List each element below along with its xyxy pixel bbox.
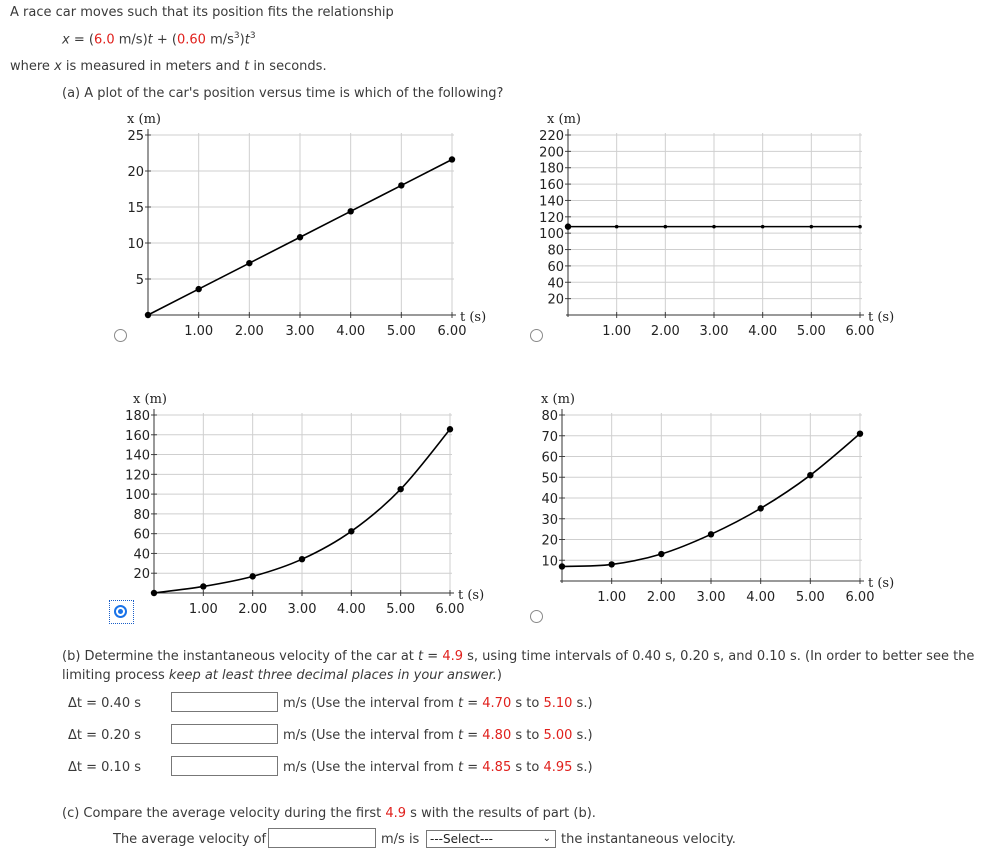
hint-to: 4.95 (543, 760, 573, 775)
pb-part: s, using time intervals of 0.40 s, 0.20 s, and 0.10 s. (In order to better see the (463, 649, 975, 664)
data-point (398, 182, 404, 188)
y-tick-label: 120 (125, 468, 150, 484)
y-tick-label: 160 (125, 428, 150, 444)
y-tick-label: 20 (127, 165, 144, 180)
y-tick-label: 180 (539, 161, 564, 177)
data-point (757, 505, 763, 511)
eq-part: + ( (152, 32, 177, 48)
eq-exp: 3 (233, 31, 240, 41)
x-axis-label: t (s) (868, 310, 895, 325)
problem-intro: A race car moves such that its position fits the relationship (10, 5, 394, 20)
x-tick-label: 6.00 (437, 324, 467, 339)
pb-t: t (418, 649, 424, 664)
data-point (712, 225, 716, 229)
hint-part: m/s (Use the interval from (283, 728, 458, 743)
where-text (10, 59, 327, 74)
chart-option-2 (520, 105, 920, 345)
part-b-note (62, 668, 502, 683)
comparison-end-label: the instantaneous velocity. (561, 832, 736, 847)
y-tick-label: 180 (125, 409, 150, 424)
y-tick-label: 10 (127, 237, 144, 252)
pb-part: ) (496, 668, 502, 683)
chart-option-1 (100, 105, 500, 345)
x-tick-label: 4.00 (748, 324, 778, 339)
data-point (664, 225, 668, 229)
y-tick-label: 200 (539, 145, 564, 161)
data-point (200, 583, 206, 589)
hint-part: = (463, 728, 483, 743)
x-tick-label: 5.00 (796, 324, 826, 339)
y-tick-label: 20 (547, 292, 564, 308)
x-tick-label: 4.00 (336, 602, 366, 617)
hint-part: s.) (572, 696, 593, 711)
data-point (858, 225, 862, 229)
y-tick-label: 25 (127, 129, 144, 144)
x-tick-label: 5.00 (795, 590, 825, 605)
velocity-input-1[interactable] (171, 692, 278, 712)
data-point (658, 551, 664, 557)
where-part: in seconds. (249, 59, 327, 74)
data-point (761, 225, 765, 229)
hint-t: t (458, 760, 464, 775)
y-tick-label: 220 (539, 129, 564, 144)
hint-part: s to (511, 728, 544, 743)
eq-t: t (147, 32, 153, 48)
eq-part: ) (239, 32, 245, 48)
where-x: x (54, 59, 62, 74)
x-tick-label: 6.00 (845, 590, 875, 605)
y-tick-label: 40 (547, 276, 564, 292)
pb-part: limiting process (62, 668, 169, 683)
x-tick-label: 3.00 (699, 324, 729, 339)
data-point (249, 573, 255, 579)
pb-part: = (423, 649, 443, 664)
y-tick-label: 60 (133, 527, 150, 543)
x-tick-label: 2.00 (238, 602, 268, 617)
chart-option-4 (520, 385, 920, 625)
hint-part: = (463, 760, 483, 775)
hint-part: s.) (572, 760, 593, 775)
hint-from: 4.85 (482, 760, 512, 775)
y-tick-label: 140 (539, 194, 564, 210)
y-tick-label: 80 (547, 243, 564, 259)
hint-to: 5.10 (543, 696, 573, 711)
x-tick-label: 6.00 (435, 602, 465, 617)
y-tick-label: 100 (539, 227, 564, 243)
eq-exp: 3 (249, 31, 256, 41)
hint-part: s.) (572, 728, 593, 743)
pc-part: (c) Compare the average velocity during the first (62, 806, 386, 821)
data-point (449, 156, 455, 162)
hint-part: s to (511, 760, 544, 775)
x-tick-label: 2.00 (234, 324, 264, 339)
pc-time-value: 4.9 (385, 806, 407, 821)
x-tick-label: 1.00 (602, 324, 632, 339)
x-tick-label: 4.00 (746, 590, 776, 605)
data-point (608, 561, 614, 567)
hint-part: m/s (Use the interval from (283, 760, 458, 775)
pb-part: (b) Determine the instantaneous velocity of the car at (62, 649, 419, 664)
hint-t: t (458, 696, 464, 711)
x-axis-label: t (s) (460, 310, 487, 325)
y-tick-label: 40 (541, 492, 558, 507)
part-a-question: (a) A plot of the car's position versus time is which of the following? (62, 86, 504, 101)
part-c-question (62, 806, 596, 821)
dt-label-3: Δt = 0.10 s (68, 760, 141, 775)
data-point (246, 260, 252, 266)
hint-t: t (458, 728, 464, 743)
y-tick-label: 20 (541, 533, 558, 549)
data-point (397, 486, 403, 492)
x-tick-label: 3.00 (287, 602, 317, 617)
x-tick-label: 5.00 (386, 602, 416, 617)
velocity-input-2[interactable] (171, 724, 278, 744)
y-tick-label: 50 (541, 471, 558, 487)
data-point (807, 472, 813, 478)
y-tick-label: 80 (133, 507, 150, 523)
data-point (615, 225, 619, 229)
velocity-input-3[interactable] (171, 756, 278, 776)
x-tick-label: 1.00 (184, 324, 214, 339)
x-tick-label: 2.00 (646, 590, 676, 605)
avg-velocity-label: The average velocity of (113, 832, 267, 847)
part-b-question (62, 649, 974, 664)
y-tick-label: 30 (541, 512, 558, 528)
chevron-down-icon: ⌄ (542, 833, 551, 844)
y-tick-label: 60 (547, 259, 564, 275)
pb-italic-note: keep at least three decimal places in your answer. (168, 668, 497, 683)
x-tick-label: 4.00 (336, 324, 366, 339)
x-tick-label: 5.00 (386, 324, 416, 339)
data-point (857, 430, 863, 436)
data-point (347, 208, 353, 214)
y-axis-label: x (m) (541, 392, 575, 407)
avg-velocity-input[interactable] (268, 828, 376, 848)
y-axis-label: x (m) (127, 112, 161, 127)
y-tick-label: 140 (125, 448, 150, 464)
y-tick-label: 20 (133, 567, 150, 583)
where-part: where (10, 59, 55, 74)
hint-part: m/s (Use the interval from (283, 696, 458, 711)
radio-option-1[interactable] (114, 329, 127, 342)
row-hint-2 (283, 728, 593, 743)
row-hint-3 (283, 760, 593, 775)
chart-option-3 (100, 385, 500, 625)
pb-time-value: 4.9 (442, 649, 464, 664)
x-tick-label: 2.00 (650, 324, 680, 339)
data-point (299, 556, 305, 562)
data-point (708, 531, 714, 537)
avg-unit-label: m/s is (381, 832, 420, 847)
data-point (559, 563, 565, 569)
radio-option-4[interactable] (530, 610, 543, 623)
x-tick-label: 1.00 (188, 602, 218, 617)
select-value: ---Select--- (430, 832, 493, 846)
y-axis-label: x (m) (547, 112, 581, 127)
x-tick-label: 6.00 (845, 324, 875, 339)
x-axis-label: t (s) (868, 576, 895, 591)
row-hint-1 (283, 696, 593, 711)
eq-part: = ( (69, 32, 94, 48)
y-tick-label: 70 (541, 429, 558, 445)
data-point (810, 225, 814, 229)
eq-coef-1: 6.0 (93, 32, 115, 48)
y-tick-label: 100 (125, 488, 150, 504)
x-tick-label: 3.00 (285, 324, 315, 339)
eq-part: m/s (205, 32, 234, 48)
hint-from: 4.70 (482, 696, 512, 711)
y-tick-label: 10 (541, 554, 558, 570)
dt-label-2: Δt = 0.20 s (68, 728, 141, 743)
y-tick-label: 15 (127, 201, 144, 216)
hint-from: 4.80 (482, 728, 512, 743)
x-axis-label: t (s) (458, 588, 485, 603)
hint-part: s to (511, 696, 544, 711)
y-tick-label: 40 (133, 547, 150, 563)
radio-option-2[interactable] (530, 329, 543, 342)
data-point (145, 312, 151, 318)
where-part: is measured in meters and (61, 59, 245, 74)
radio-option-3[interactable] (114, 605, 127, 618)
hint-part: = (463, 696, 483, 711)
x-tick-label: 3.00 (696, 590, 726, 605)
y-tick-label: 60 (541, 450, 558, 466)
eq-x: x (62, 32, 70, 48)
eq-t: t (244, 32, 250, 48)
equation (62, 31, 256, 47)
data-point (151, 590, 157, 596)
x-tick-label: 1.00 (597, 590, 627, 605)
comparison-select[interactable] (426, 830, 556, 848)
y-tick-label: 80 (541, 409, 558, 424)
pc-part: s with the results of part (b). (406, 806, 596, 821)
data-point (297, 234, 303, 240)
data-point (348, 528, 354, 534)
data-point (195, 286, 201, 292)
eq-part: m/s) (114, 32, 148, 48)
dt-label-1: Δt = 0.40 s (68, 696, 141, 711)
y-axis-label: x (m) (133, 392, 167, 407)
y-tick-label: 5 (135, 273, 144, 288)
y-tick-label: 160 (539, 178, 564, 194)
data-point (565, 223, 571, 229)
where-t: t (244, 59, 250, 74)
y-tick-label: 120 (539, 210, 564, 226)
eq-coef-2: 0.60 (177, 32, 206, 48)
data-point (447, 426, 453, 432)
hint-to: 5.00 (543, 728, 573, 743)
